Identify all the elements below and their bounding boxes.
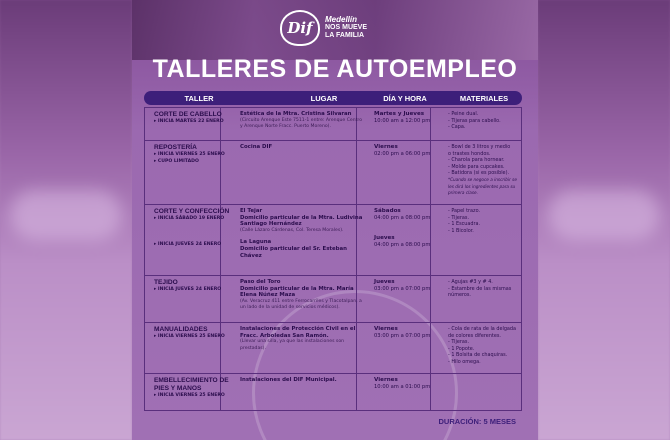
table-row: CORTE Y CONFECCIÓN ▸ INICIA SÁBADO 19 ENERO ▸ INICIA JUEVES 24 ENERO El Tejar Domicilio particular de la Mtra. Ludivina Santiago Hernández (Calle Lázaro Cárdenas, Col. Teresa Morales). La Laguna Domicilio particular del Sr. Esteban Chávez Sábados 04:00 pm a 08:00 pm Jueves 04:00 pm a 08:00 pm - Papel trazo. - Tijeras. - 1 Escuadra. - 1 Bicolor. [154,208,481,259]
table-row: CORTE DE CABELLO ▸ INICIA MARTES 22 ENERO Estética de la Mtra. Cristina Silvaran (Circuito Arenque Este 7511-1 entre: Arenque Centro y Arenque Norte Fracc. Puerto Moreno). Martes y Jueves 10:00 am a 12:00 pm - Peine dual. - Tijeras para cabello. - Capa. [154,111,501,131]
table-row: TEJIDO ▸ INICIA JUEVES 24 ENERO Paso del Toro Domicilio particular de la Mtra. María Elena Núñez Maza (Av. Veracruz 411 entre Ferrocarriles y Tlacotalpan, a un lado de la unidad de servicios médicos). Jueves 03:00 pm a 07:00 pm - Agujas #3 y # 4. - Estambre de las mismas números. [154,279,512,311]
table-row: REPOSTERÍA ▸ INICIA VIERNES 25 ENERO ▸ CUPO LIMITADO Cocina DIF Viernes 02:00 pm a 06:00 pm - Bowl de 3 litros y medio o trastes hondos. - Charola para hornear. - Molde para cupcakes. - Batidora (si es posible). *Cuando se negoce a inscribir se les dirá los ingredientes para su primera clase. [154,144,517,196]
dif-logo [280,10,367,46]
left-blurred-background [0,0,132,440]
header-lugar: LUGAR [310,93,338,103]
right-blurred-background [538,0,670,440]
table-row: EMBELLECIMIENTO DE PIES Y MANOS ▸ INICIA VIERNES 25 ENERO Instalaciones del DIF Municipal. Viernes 10:00 am a 01:00 pm [154,377,431,398]
dif-badge: Dif [280,10,320,46]
table-header [144,91,522,105]
header-dia: DÍA Y HORA [383,93,427,103]
header-taller: TALLER [184,93,214,103]
poster-title: TALLERES DE AUTOEMPLEO [152,55,518,83]
table-row: MANUALIDADES ▸ INICIA VIERNES 25 ENERO Instalaciones de Protección Civil en el Fracc. Arboledas San Ramón. (Llevar una silla, ya que las instalaciones son prestadas). Viernes 03:00 pm a 07:00 pm - Cola de rata de la delgada de colores diferentes. - Tijeras. - 1 Popote. - 1 Bolsita de chaquiras. - Hilo omega. [154,326,517,365]
duration-label: DURACIÓN: 5 MESES [438,417,516,426]
poster [132,0,538,440]
header-materiales: MATERIALES [459,93,509,103]
logo-text: Medellín NOS MUEVE LA FAMILIA [325,15,368,39]
